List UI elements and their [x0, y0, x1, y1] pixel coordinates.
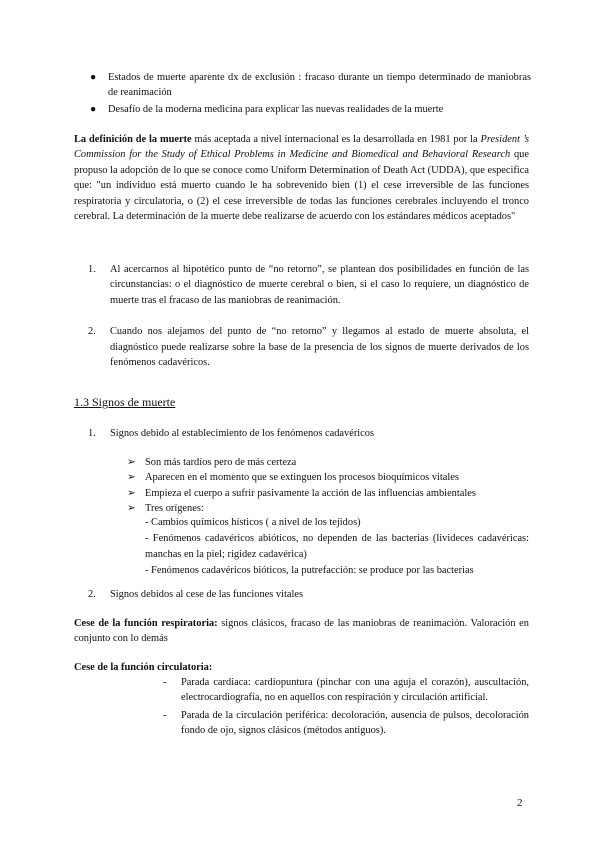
- list-item: [163, 675, 529, 706]
- list-item-text: Son más tardíos pero de más certeza: [145, 457, 297, 468]
- arrow-right-icon: ➢: [127, 472, 136, 484]
- top-bullet-list: [86, 70, 531, 117]
- signs-item-2: [88, 587, 551, 602]
- arrow-right-icon: ➢: [127, 457, 136, 468]
- list-number: 1.: [88, 264, 96, 275]
- list-number: 1.: [88, 428, 96, 439]
- circulatory-heading: Cese de la función circulatoria:: [74, 662, 213, 673]
- origins-list: [145, 515, 529, 579]
- respiratory-label: Cese de la función respiratoria:: [74, 618, 218, 629]
- section-heading: 1.3 Signos de muerte: [74, 395, 176, 409]
- list-item-text: Tres orígenes:: [145, 503, 204, 515]
- list-item: - Fenómenos cadavéricos bióticos, la putrefacción: se produce por las bacterias: [145, 565, 474, 577]
- numbered-list: [88, 262, 529, 370]
- list-item: [127, 486, 529, 501]
- list-item: [86, 102, 531, 117]
- list-item: [88, 324, 529, 370]
- respiratory-paragraph: [74, 616, 529, 647]
- definition-text-b: que propuso la adopción de lo que se conoce como Uniform Determination of Death Act (UDDA), que especifica que: "un individuo está muerto cuando le ha sobrevenido bien (1) el cese irreversible de las funciones respiratoria y circulatoria, o (2) el cese irreversible de todas las funciones cerebrales incluyendo el tronco cerebral. La determinación de la muerte debe realizarse de acuerdo con los estándares médicos aceptados": [74, 149, 529, 223]
- list-number: 2.: [88, 589, 96, 600]
- list-item-text: Estados de muerte aparente dx de exclusión : fracaso durante un tiempo determinado de maniobras de reanimación: [108, 72, 531, 99]
- bullet-dot-icon: ●: [90, 72, 97, 83]
- list-item: [88, 262, 529, 308]
- list-item: - Fenómenos cadavéricos abióticos, no dependen de las bacterias (livideces cadavéricas: manchas en la piel; rigidez cadavérica): [145, 533, 529, 560]
- list-item-text: Signos debido al establecimiento de los fenómenos cadavéricos: [110, 428, 375, 439]
- list-item-text: Desafío de la moderna medicina para explicar las nuevas realidades de la muerte: [108, 103, 444, 115]
- list-dash: -: [163, 677, 167, 688]
- list-item-text: Aparecen en el momento que se extinguen los procesos bioquímicos vitales: [145, 472, 459, 484]
- list-item-text: Al acercarnos al hipotético punto de “no retorno”, se plantean dos posibilidades en función de las circunstancias: o el diagnóstico de muerte cerebral o bien, si el caso lo requiere, un diagnóstico de muerte tras el fracaso de las maniobras de reanimación.: [110, 264, 529, 306]
- list-item-text: Signos debidos al cese de las funciones vitales: [110, 589, 304, 600]
- list-item: [127, 455, 529, 470]
- list-item-text: Empieza el cuerpo a sufrir pasivamente la acción de las influencias ambientales: [145, 487, 476, 499]
- definition-text-a: más aceptada a nivel internacional es la desarrollada en 1981 por la: [191, 134, 481, 145]
- list-item: [127, 470, 529, 485]
- list-item-text: Parada de la circulación periférica: decoloración, ausencia de pulsos, decoloración fondo de ojo, signos clásicos (métodos antiguos).: [181, 709, 529, 737]
- list-number: 2.: [88, 326, 96, 338]
- list-item-text: Cuando nos alejamos del punto de “no retorno” y llegamos al estado de muerte absoluta, el diagnóstico puede realizarse sobre la base de la presencia de los signos de muerte derivados de los fenómenos cadavéricos.: [110, 326, 529, 369]
- commission-name: President ’s Commission for the Study of Ethical Problems in Medicine and Biomedical and Behavioral Research: [74, 134, 529, 161]
- list-item: - Cambios químicos hísticos ( a nivel de los tejidos): [145, 517, 361, 528]
- arrow-right-icon: ➢: [127, 487, 136, 499]
- bullet-dot-icon: ●: [90, 103, 97, 115]
- page-number: 2: [517, 797, 523, 809]
- list-item-text: Parada cardiaca: cardiopuntura (pinchar con una aguja el corazón), auscultación, electrocardiografía, no en aquellos con respiración y circulación artificial.: [181, 677, 529, 704]
- arrow-right-icon: ➢: [127, 503, 136, 515]
- signs-item-1: [88, 426, 551, 441]
- circulatory-list: [163, 675, 529, 739]
- list-dash: -: [163, 709, 167, 721]
- arrow-list: [127, 455, 529, 517]
- list-item: [86, 70, 531, 101]
- definition-lead: La definición de la muerte: [74, 134, 192, 145]
- respiratory-text: signos clásicos, fracaso de las maniobras de reanimación. Valoración en conjunto con lo demás: [74, 618, 529, 645]
- definition-paragraph: [74, 132, 529, 224]
- list-item: [163, 708, 529, 739]
